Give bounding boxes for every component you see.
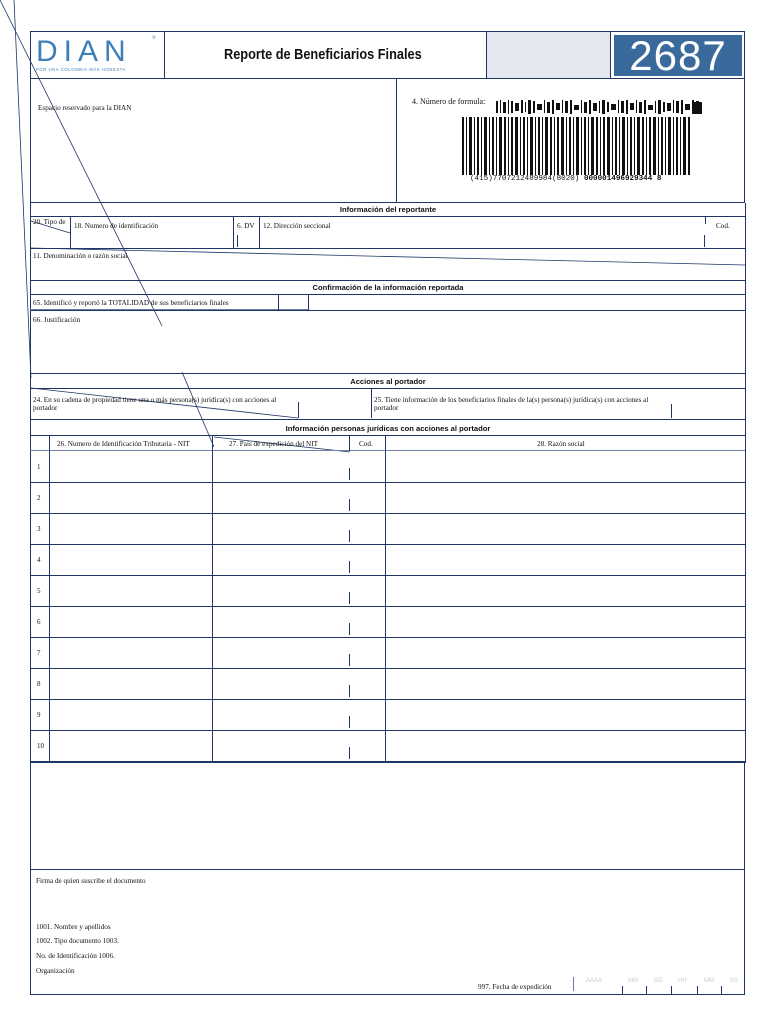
col-header-pais: 27. País de expedición del NIT	[229, 440, 319, 448]
nit-cell-input[interactable]	[51, 577, 210, 604]
row-number: 7	[37, 649, 41, 657]
nit-cell-input[interactable]	[51, 732, 210, 759]
pais-cell-input[interactable]	[214, 732, 347, 759]
fecha-expedicion-label: 997. Fecha de expedición	[478, 983, 552, 991]
dian-reserved-label: Espacio reservado para la DIAN	[38, 104, 132, 112]
cadena-select[interactable]	[300, 402, 368, 418]
razon-cell-input[interactable]	[387, 639, 743, 666]
dian-logo	[34, 34, 162, 76]
dv-label: 6. DV	[237, 222, 255, 230]
page-title: Reporte de Beneficiarios Finales	[224, 46, 422, 63]
form-number: 2687	[629, 32, 727, 79]
tipo-doc-label: 20. Tipo de	[33, 218, 66, 226]
direccion-input[interactable]	[262, 231, 702, 247]
nit-cell-input[interactable]	[51, 453, 210, 480]
razon-cell-input[interactable]	[387, 670, 743, 697]
row-number: 2	[37, 494, 41, 502]
barcode-number-prefix: (415)7707212489984(8020)	[470, 175, 580, 183]
dv-input[interactable]	[235, 231, 257, 247]
razon-cell-input[interactable]	[387, 515, 743, 542]
cod-tick	[349, 747, 350, 759]
section-reportante: Información del reportante	[339, 205, 437, 214]
razon-cell-input[interactable]	[387, 484, 743, 511]
pais-cell-input[interactable]	[214, 670, 347, 697]
razon-cell-input[interactable]	[387, 577, 743, 604]
organizacion-label: Organización	[36, 967, 75, 975]
barcode-icon	[462, 117, 694, 175]
date-second: SS	[730, 978, 739, 984]
cadena-label: 24. En su cadena de propiedad tiene una o más persona(s) jurídica(s) con acciones al portador	[33, 396, 277, 412]
col-divider-cod	[349, 435, 350, 451]
nit-input[interactable]	[72, 231, 230, 247]
pais-cell-input[interactable]	[214, 515, 347, 542]
cod-tick	[349, 654, 350, 666]
tiene-info-select[interactable]	[673, 403, 743, 418]
header-gray-box	[487, 32, 610, 78]
direccion-cod-label: Cod.	[716, 222, 730, 230]
row-number: 1	[37, 463, 41, 471]
date-hour: HH	[678, 978, 687, 984]
cod-tick	[349, 468, 350, 480]
pais-cell-input[interactable]	[214, 608, 347, 635]
barcode-number	[470, 175, 661, 183]
barcode-label: 4. Número de formula:	[412, 97, 486, 106]
col-header-cod: Cod.	[359, 440, 373, 448]
row-number: 6	[37, 618, 41, 626]
razon-cell-input[interactable]	[387, 453, 743, 480]
razon-social-label: 11. Denominación o razón social	[33, 252, 128, 260]
logo-tagline: POR UNA COLOMBIA MÁS HONESTA	[36, 67, 127, 72]
razon-social-input[interactable]	[33, 262, 741, 278]
razon-cell-input[interactable]	[387, 608, 743, 635]
cod-tick	[349, 685, 350, 697]
nit-cell-input[interactable]	[51, 546, 210, 573]
pais-cell-input[interactable]	[214, 577, 347, 604]
row-number: 4	[37, 556, 41, 564]
justificacion-input[interactable]	[33, 326, 741, 371]
pais-cell-input[interactable]	[214, 639, 347, 666]
nit-label: 18. Numero de identificación	[74, 222, 159, 230]
section-juridicas: Información personas jurídicas con acciones al portador	[285, 424, 491, 433]
nit-cell-input[interactable]	[51, 701, 210, 728]
cod-cell-input[interactable]	[351, 732, 383, 759]
nit-cell-input[interactable]	[51, 515, 210, 542]
cod-tick	[349, 623, 350, 635]
fecha-date-fields	[578, 978, 744, 990]
pais-cell-input[interactable]	[214, 701, 347, 728]
cod-cell-input[interactable]	[351, 577, 383, 604]
tiene-info-label: 25. Tiene información de los beneficiarios finales de la(s) persona(s) jurídica(s) con acciones al portador	[374, 396, 649, 412]
razon-cell-input[interactable]	[387, 701, 743, 728]
totalidad-select[interactable]	[280, 296, 306, 308]
date-day: DD	[654, 978, 663, 984]
totalidad-label: 65. Identificó y reportó la TOTALIDAD de sus beneficiarios finales	[33, 299, 229, 307]
logo-text: DIAN	[36, 35, 132, 68]
row-number: 5	[37, 587, 41, 595]
firma-label: Firma de quien suscribe el documento	[36, 877, 146, 885]
firma-area[interactable]	[36, 888, 436, 918]
registered-icon: ®	[152, 36, 156, 41]
razon-cell-input[interactable]	[387, 732, 743, 759]
nit-cell-input[interactable]	[51, 608, 210, 635]
cod-cell-input[interactable]	[351, 546, 383, 573]
date-minute: MM	[704, 978, 714, 984]
col-header-nit: 26. Numero de Identificación Tributaria - NIT	[57, 440, 190, 448]
barcode-top-icon	[496, 100, 706, 114]
pais-cell-input[interactable]	[214, 484, 347, 511]
cod-cell-input[interactable]	[351, 484, 383, 511]
date-year: AAAA	[586, 978, 603, 984]
cod-cell-input[interactable]	[351, 515, 383, 542]
cod-tick	[349, 561, 350, 573]
section-confirmacion: Confirmación de la información reportada	[312, 283, 464, 292]
row-number: 9	[37, 711, 41, 719]
razon-cell-input[interactable]	[387, 546, 743, 573]
cod-tick	[349, 499, 350, 511]
section-acciones: Acciones al portador	[350, 377, 426, 386]
cod-tick	[349, 592, 350, 604]
nit-cell-input[interactable]	[51, 639, 210, 666]
pais-cell-input[interactable]	[214, 546, 347, 573]
barcode-number-bold: 000001496929344 8	[583, 175, 662, 183]
row-number: 10	[37, 742, 44, 750]
date-month: MM	[628, 978, 638, 984]
justificacion-label: 66. Justificación	[33, 316, 81, 324]
row-number: 8	[37, 680, 41, 688]
cod-tick	[349, 530, 350, 542]
direccion-label: 12. Dirección seccional	[263, 222, 331, 230]
nombre-label: 1001. Nombre y apellidos	[36, 923, 111, 931]
nit-cell-input[interactable]	[51, 670, 210, 697]
cod-cell-input[interactable]	[351, 639, 383, 666]
row-number: 3	[37, 525, 41, 533]
form-number-box	[614, 32, 742, 79]
pais-cell-input[interactable]	[214, 453, 347, 480]
no-id-label: No. de Identificación 1006.	[36, 952, 115, 960]
cod-cell-input[interactable]	[351, 608, 383, 635]
cod-cell-input[interactable]	[351, 670, 383, 697]
col-header-razon: 28. Razón social	[537, 440, 585, 448]
nit-cell-input[interactable]	[51, 484, 210, 511]
cod-cell-input[interactable]	[351, 453, 383, 480]
tipo-doc-firma-label: 1002. Tipo documento 1003.	[36, 937, 119, 945]
cod-cell-input[interactable]	[351, 701, 383, 728]
cod-tick	[349, 716, 350, 728]
